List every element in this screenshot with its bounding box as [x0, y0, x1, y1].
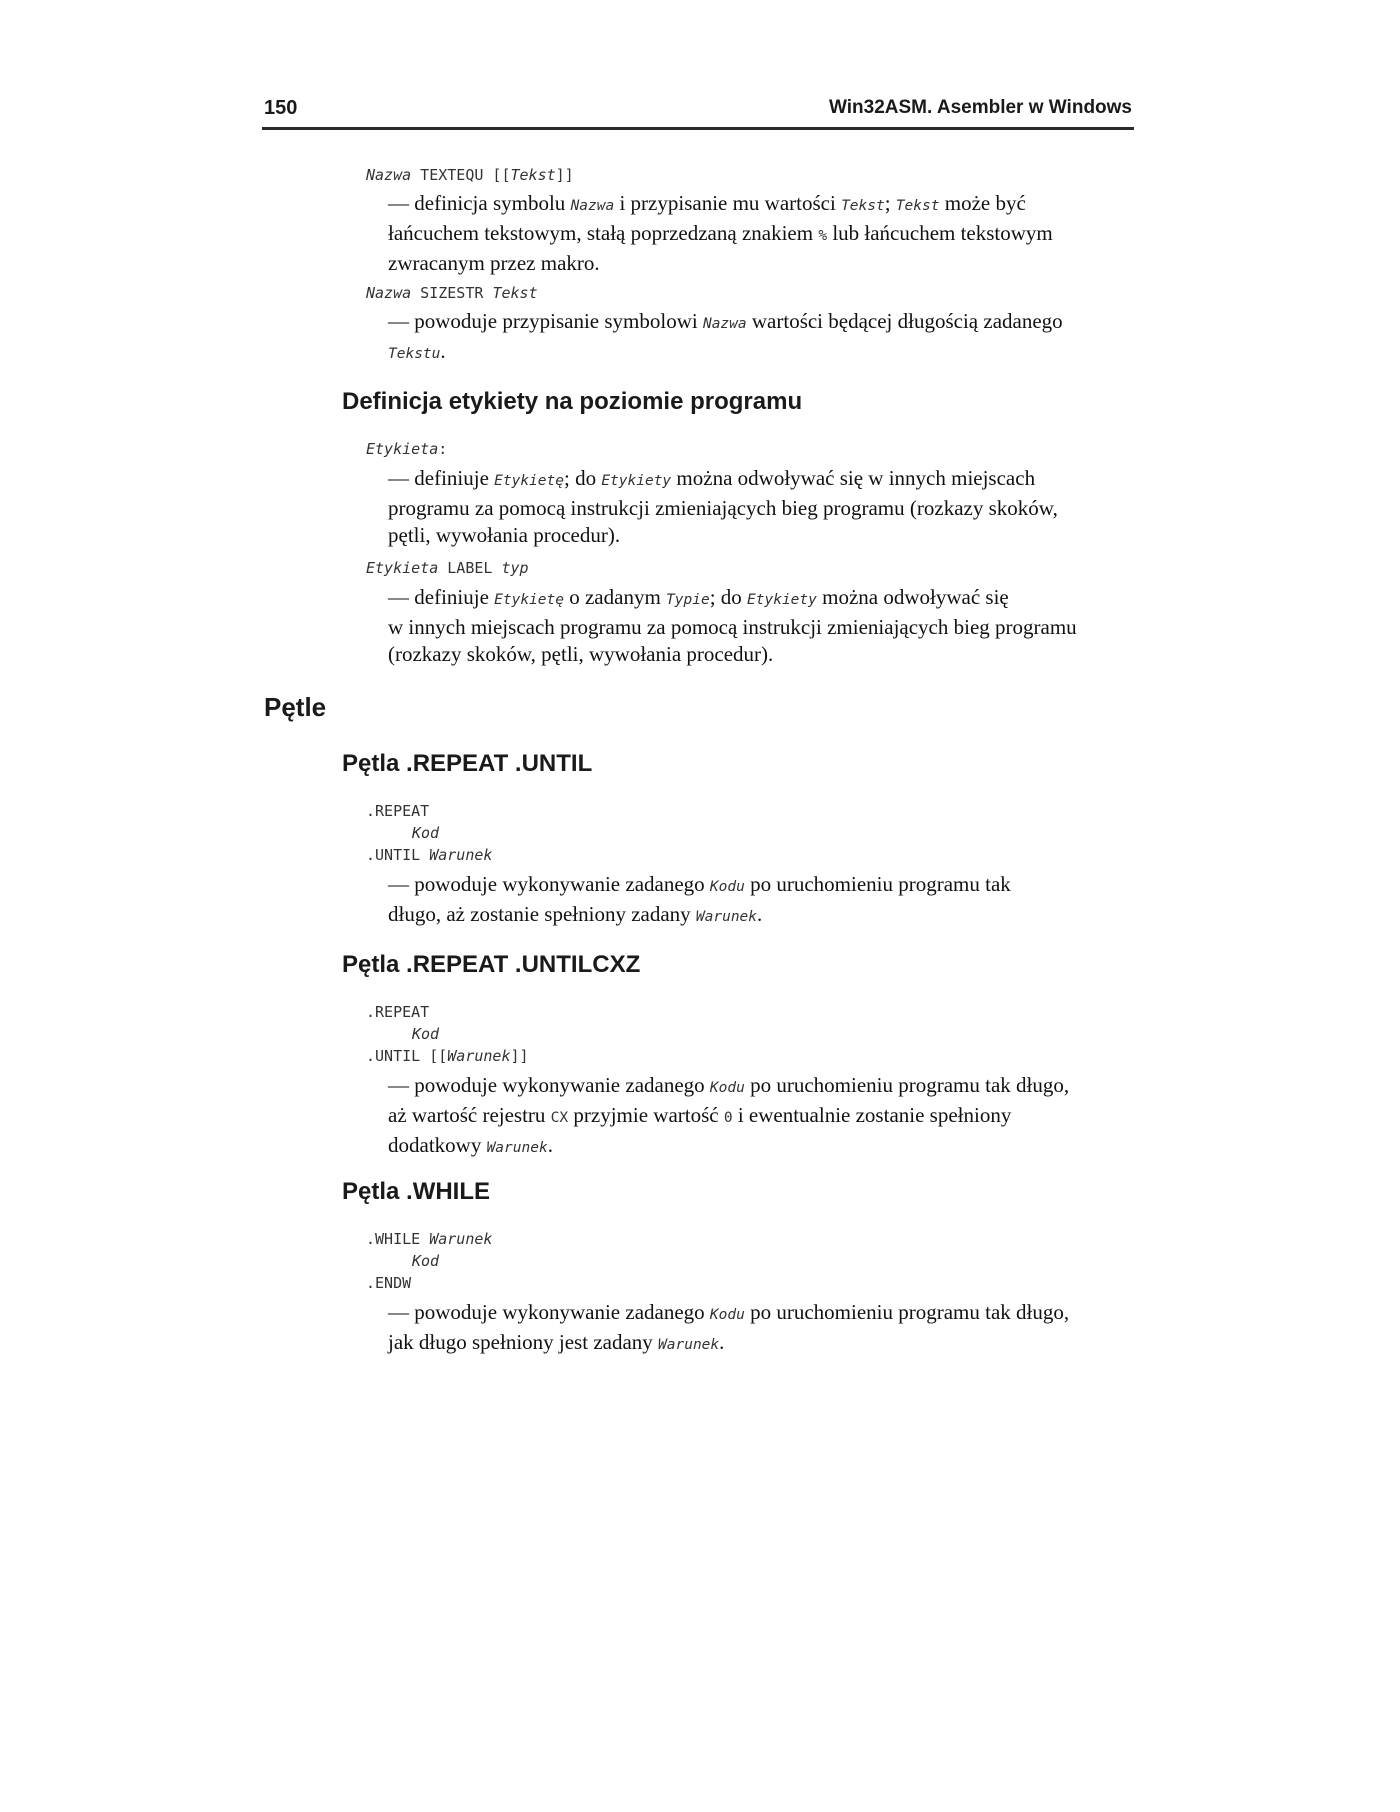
sizestr-signature: Nazwa SIZESTR Tekst	[366, 284, 538, 302]
while-description	[388, 1299, 1128, 1359]
book-title: Win32ASM. Asembler w Windows	[829, 97, 1132, 118]
desc-line: łańcuchem tekstowym, stałą poprzedzaną znakiem % lub łańcuchem tekstowym	[388, 221, 1053, 245]
desc-line: aż wartość rejestru CX przyjmie wartość 0 i ewentualnie zostanie spełniony	[388, 1103, 1012, 1127]
desc-line: — powoduje wykonywanie zadanego Kodu po uruchomieniu programu tak długo,	[388, 1300, 1070, 1324]
textequ-signature: Nazwa TEXTEQU [[Tekst]]	[366, 166, 574, 184]
desc-line: — definiuje Etykietę o zadanym Typie; do Etykiety można odwoływać się	[388, 585, 1009, 609]
heading-repeat-until: Pętla .REPEAT .UNTIL	[342, 750, 593, 777]
desc-line: (rozkazy skoków, pętli, wywołania procedur).	[388, 642, 774, 666]
repeat-untilcxz-code: .REPEAT Kod .UNTIL [[Warunek]]	[366, 1003, 529, 1065]
desc-line: — definiuje Etykietę; do Etykiety można odwoływać się w innych miejscach	[388, 466, 1036, 490]
textequ-description	[388, 190, 1128, 277]
desc-line: jak długo spełniony jest zadany Warunek.	[388, 1330, 725, 1354]
desc-line: — powoduje przypisanie symbolowi Nazwa wartości będącej długością zadanego	[388, 309, 1063, 333]
label-typed-signature: Etykieta LABEL typ	[366, 559, 529, 577]
desc-line: pętli, wywołania procedur).	[388, 523, 621, 547]
repeat-untilcxz-description	[388, 1072, 1128, 1162]
desc-line: — powoduje wykonywanie zadanego Kodu po uruchomieniu programu tak	[388, 872, 1011, 896]
label-signature: Etykieta:	[366, 440, 448, 458]
page-number: 150	[264, 97, 298, 119]
label-typed-description	[388, 584, 1128, 668]
desc-line: programu za pomocą instrukcji zmieniających bieg programu (rozkazy skoków,	[388, 496, 1058, 520]
desc-line: w innych miejscach programu za pomocą instrukcji zmieniających bieg programu	[388, 615, 1077, 639]
desc-line: zwracanym przez makro.	[388, 251, 600, 275]
desc-line: dodatkowy Warunek.	[388, 1133, 553, 1157]
heading-while: Pętla .WHILE	[342, 1178, 491, 1205]
label-description	[388, 465, 1128, 549]
chapter-heading-loops: Pętle	[264, 692, 327, 722]
heading-repeat-untilcxz: Pętla .REPEAT .UNTILCXZ	[342, 951, 641, 978]
desc-line: Tekstu.	[388, 339, 446, 363]
running-header	[262, 97, 1134, 130]
desc-line: — definicja symbolu Nazwa i przypisanie mu wartości Tekst; Tekst może być	[388, 191, 1026, 215]
section-heading-labels: Definicja etykiety na poziomie programu	[342, 388, 803, 415]
sizestr-description	[388, 308, 1128, 368]
repeat-until-description	[388, 871, 1128, 931]
desc-line: długo, aż zostanie spełniony zadany Warunek.	[388, 902, 763, 926]
desc-line: — powoduje wykonywanie zadanego Kodu po uruchomieniu programu tak długo,	[388, 1073, 1070, 1097]
repeat-until-code: .REPEAT Kod .UNTIL Warunek	[366, 802, 493, 864]
while-code: .WHILE Warunek Kod .ENDW	[366, 1230, 493, 1292]
